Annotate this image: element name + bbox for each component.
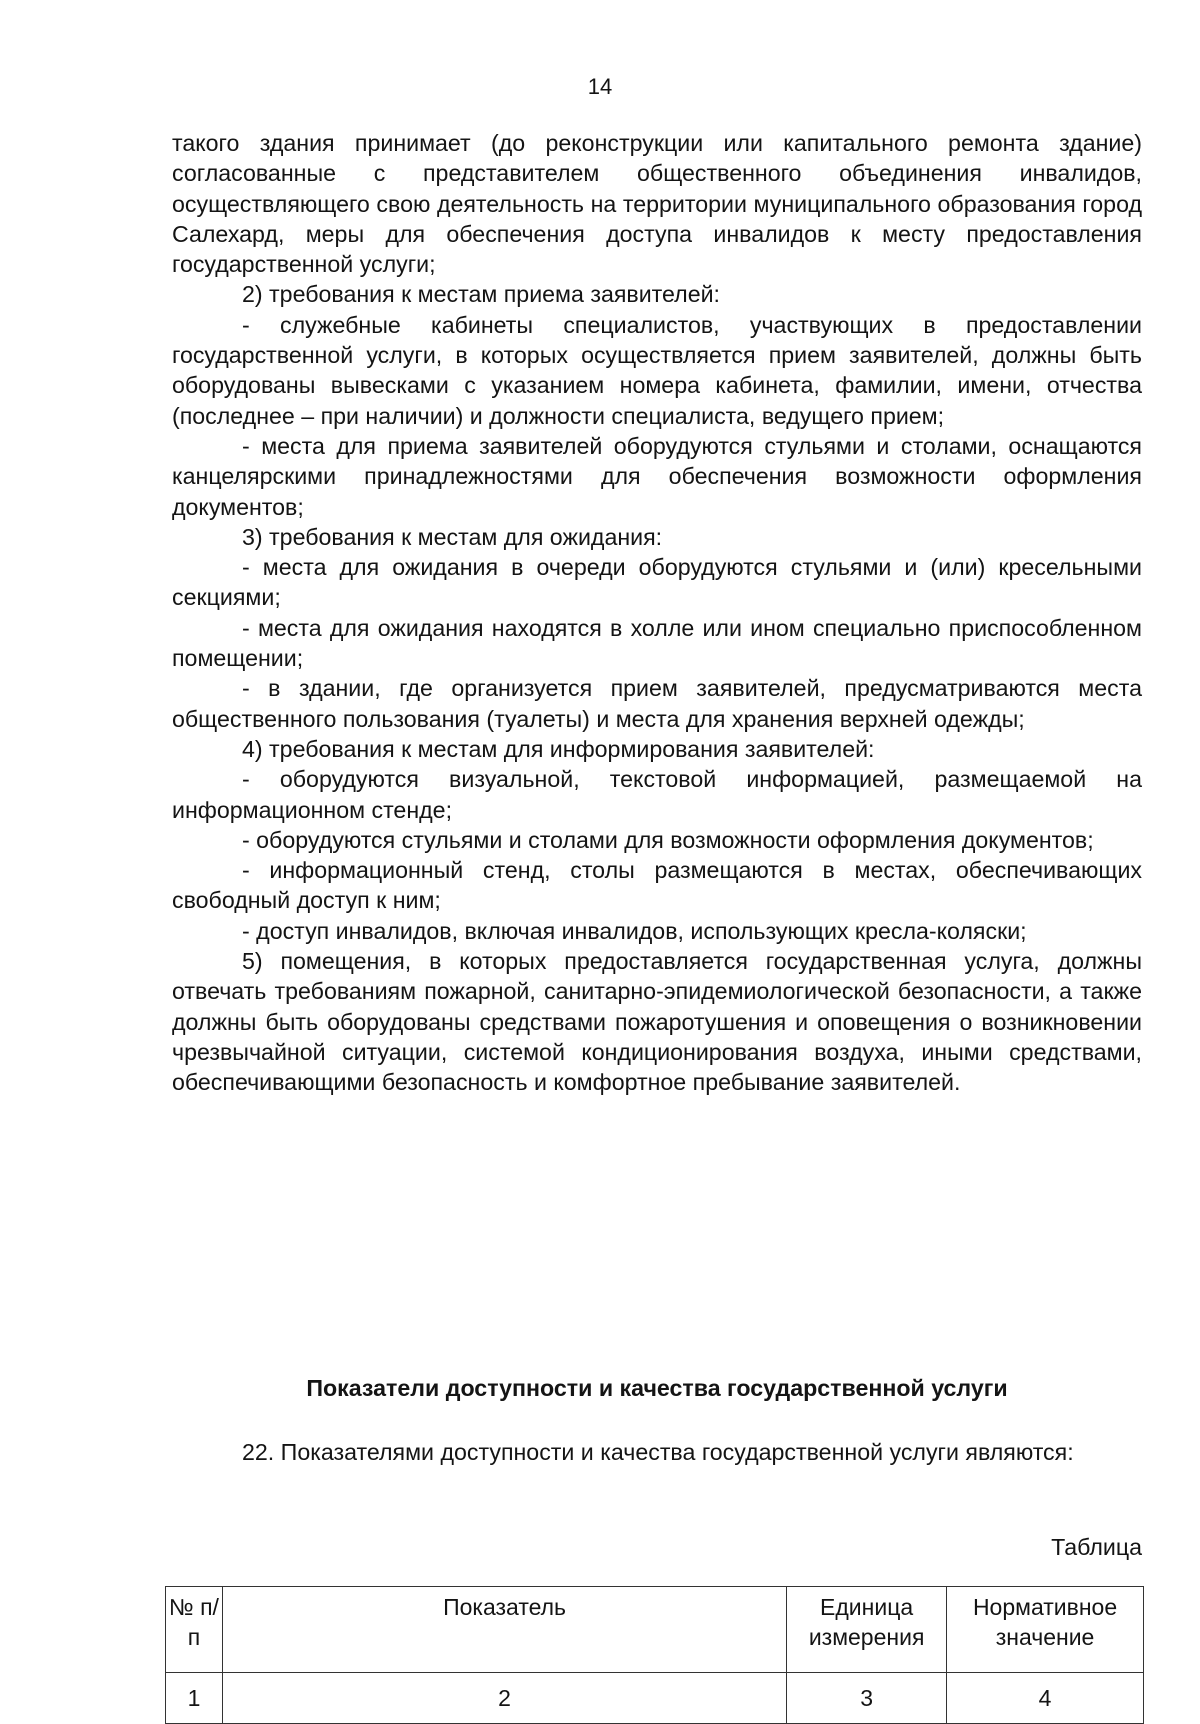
table-cell: 4 (947, 1673, 1144, 1724)
table-caption: Таблица (1051, 1534, 1142, 1560)
paragraph: 3) требования к местам для ожидания: (242, 523, 663, 550)
paragraph: - оборудуются стульями и столами для возможности оформления документов; (242, 826, 1094, 853)
paragraph-22: 22. Показателями доступности и качества государственной услуги являются: (242, 1439, 1074, 1465)
indicators-table (165, 1586, 1144, 1724)
paragraph: - места для ожидания в очереди оборудуются стульями и (или) кресельными секциями; (172, 554, 1142, 611)
paragraph: - в здании, где организуется прием заявителей, предусматриваются места общественного пользования (туалеты) и места для хранения верхней одежды; (172, 675, 1142, 732)
table-header-cell: Единица измерения (787, 1587, 947, 1673)
table-cell: 2 (222, 1673, 786, 1724)
paragraph: 5) помещения, в которых предоставляется государственная услуга, должны отвечать требованиям пожарной, санитарно-эпидемиологической безопасности, а также должны быть оборудованы средствами пожаротушения и оповещения о возникновении чрезвычайной ситуации, системой кондиционирования воздуха, иными средствами, обеспечивающими безопасность и комфортное пребывание заявителей. (172, 948, 1142, 1096)
paragraph: такого здания принимает (до реконструкции или капитального ремонта здание) согласованные с представителем общественного объединения инвалидов, осуществляющего свою деятельность на территории муниципального образования город Салехард, меры для обеспечения доступа инвалидов к месту предоставления государственной услуги; (172, 130, 1142, 278)
table-header-cell: № п/п (166, 1587, 223, 1673)
table-cell: 3 (787, 1673, 947, 1724)
paragraph: 4) требования к местам для информирования заявителей: (242, 735, 875, 762)
table-cell: 1 (166, 1673, 223, 1724)
document-body (169, 128, 1142, 1711)
table-header-cell: Нормативное значение (947, 1587, 1144, 1673)
paragraph: - места для приема заявителей оборудуются стульями и столами, оснащаются канцелярскими принадлежностями для обеспечения возможности оформления документов; (172, 432, 1142, 520)
paragraph: - доступ инвалидов, включая инвалидов, использующих кресла-коляски; (242, 917, 1027, 944)
paragraph: - служебные кабинеты специалистов, участвующих в предоставлении государственной услуги, в которых осуществляется прием заявителей, должны быть оборудованы вывесками с указанием номера кабинета, фамилии, имени, отчества (последнее – при наличии) и должности специалиста, ведущего прием; (172, 311, 1142, 429)
paragraph: 2) требования к местам приема заявителей: (242, 281, 720, 308)
table-header-row (166, 1587, 1144, 1673)
section-heading: Показатели доступности и качества государственной услуги (306, 1375, 1008, 1401)
page-number: 14 (587, 74, 613, 99)
table-row (166, 1673, 1144, 1724)
table-header-cell: Показатель (222, 1587, 786, 1673)
paragraph: - оборудуются визуальной, текстовой информацией, размещаемой на информационном стенде; (172, 766, 1142, 823)
paragraph: - места для ожидания находятся в холле или ином специально приспособленном помещении; (172, 614, 1142, 672)
paragraph: - информационный стенд, столы размещаются в местах, обеспечивающих свободный доступ к ним; (172, 857, 1142, 914)
